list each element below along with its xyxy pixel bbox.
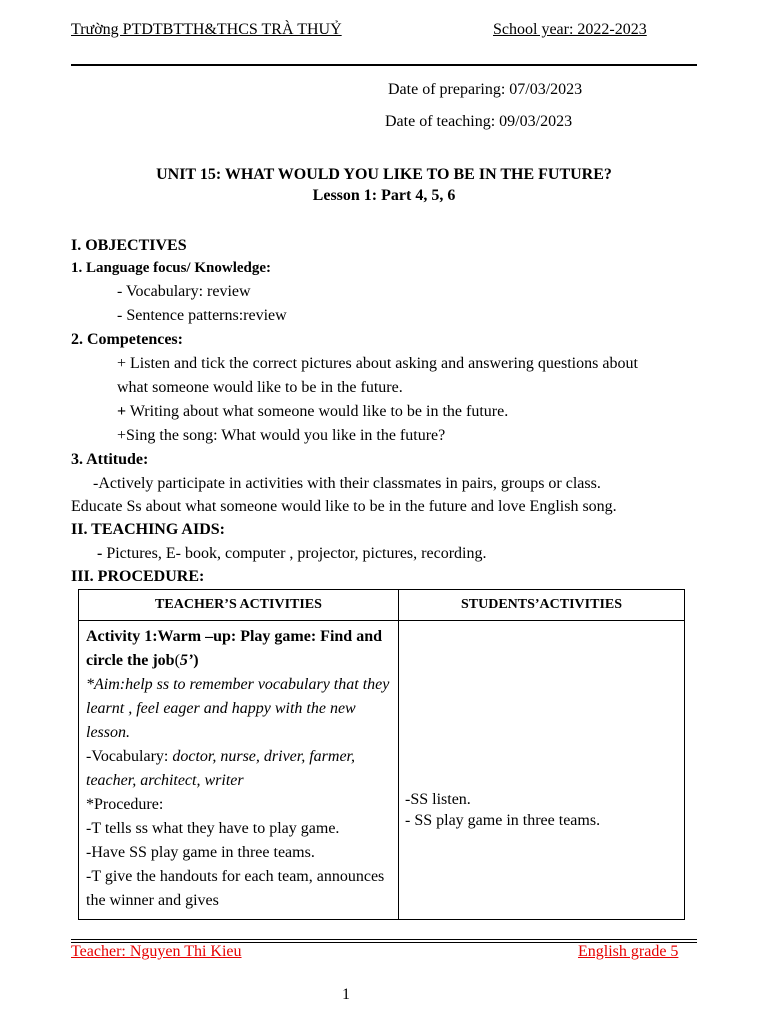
sentence-line: - Sentence patterns:review [117, 307, 287, 324]
student-activity-2: - SS play game in three teams. [405, 812, 601, 829]
competence-2 [117, 403, 508, 421]
competence-3: +Sing the song: What would you like in the future? [117, 427, 446, 444]
footer-grade: English grade 5 [578, 943, 679, 960]
procedure-heading: III. PROCEDURE: [71, 568, 205, 585]
attitude-line-2: Educate Ss about what someone would like to be in the future and love English song. [71, 498, 617, 515]
competence-1a: + Listen and tick the correct pictures about asking and answering questions about [117, 355, 638, 372]
footer-teacher: Teacher: Nguyen Thi Kieu [71, 943, 242, 960]
teacher-activities-header: TEACHER’S ACTIVITIES [79, 590, 399, 621]
aids-items [97, 545, 486, 563]
footer-divider-top [71, 939, 697, 940]
aids-heading: II. TEACHING AIDS: [71, 521, 225, 538]
activity-title: Activity 1:Warm –up: Play game: Find and circle the job(5’) [86, 628, 382, 669]
competences-heading: 2. Competences: [71, 331, 183, 348]
procedure-label: *Procedure: [86, 796, 164, 813]
procedure-step-2: -Have SS play game in three teams. [86, 844, 315, 861]
teacher-activity-cell [79, 621, 399, 920]
activity-time: 5’ [179, 652, 194, 669]
vocabulary-line: - Vocabulary: review [117, 283, 251, 300]
aids-dash: - [97, 545, 107, 562]
procedure-step-3: -T give the handouts for each team, announces the winner and gives [86, 868, 385, 909]
procedure-step-1: -T tells ss what they have to play game. [86, 820, 340, 837]
page-number: 1 [342, 986, 350, 1003]
competence-1b: what someone would like to be in the future. [117, 379, 403, 396]
student-activity-1: -SS listen. [405, 791, 471, 808]
procedure-table [78, 589, 685, 920]
header-divider [71, 64, 697, 66]
knowledge-heading: 1. Language focus/ Knowledge: [71, 260, 272, 276]
school-year: School year: 2022-2023 [493, 21, 647, 38]
activity-vocabulary: -Vocabulary: doctor, nurse, driver, farmer, teacher, architect, writer [86, 748, 356, 789]
attitude-line-1: -Actively participate in activities with their classmates in pairs, groups or class. [93, 475, 601, 492]
date-teaching: Date of teaching: 09/03/2023 [385, 113, 573, 130]
students-activities-header: STUDENTS’ACTIVITIES [399, 590, 685, 621]
student-activities [405, 789, 600, 831]
unit-title: UNIT 15: WHAT WOULD YOU LIKE TO BE IN THE FUTURE? [156, 166, 612, 183]
competence-2-text: Writing about what someone would like to be in the future. [126, 403, 509, 420]
lesson-title: Lesson 1: Part 4, 5, 6 [312, 187, 456, 204]
student-activity-cell [399, 621, 685, 920]
activity-aim: *Aim:help ss to remember vocabulary that they learnt , feel eager and happy with the new lesson. [86, 676, 390, 741]
aids-text: Pictures, E- book, computer , projector, pictures, recording. [106, 545, 487, 562]
table-row [79, 621, 685, 920]
date-preparing: Date of preparing: 07/03/2023 [388, 81, 583, 98]
competence-2-plus: + [117, 403, 127, 420]
school-name: Trường PTDTBTTH&THCS TRÀ THUỶ [71, 21, 342, 38]
table-header-row [79, 590, 685, 621]
attitude-heading: 3. Attitude: [71, 451, 149, 468]
objectives-heading: I. OBJECTIVES [71, 237, 187, 254]
